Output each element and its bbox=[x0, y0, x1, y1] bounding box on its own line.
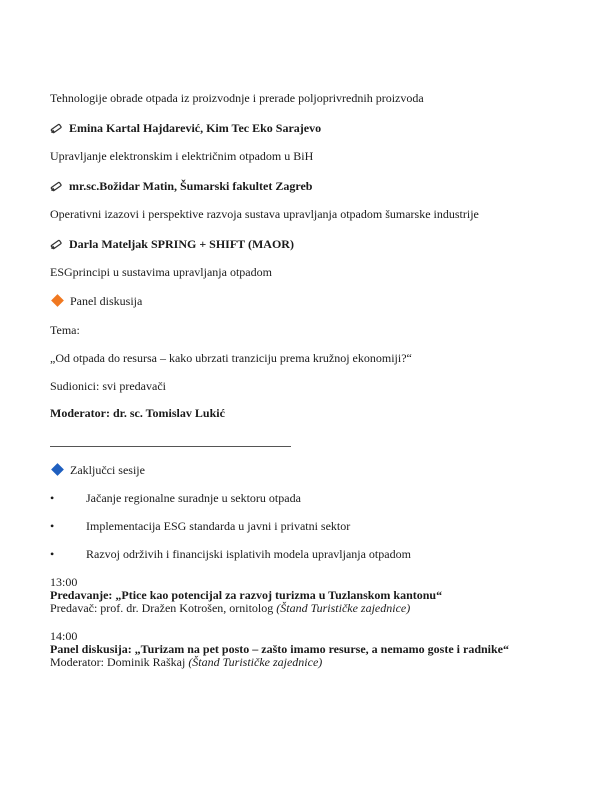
talk-title-3: Operativni izazovi i perspektive razvoja sustava upravljanja otpadom šumarske industrije bbox=[50, 207, 479, 221]
bullet-dot: • bbox=[50, 519, 55, 533]
panel-moderator: Moderator: dr. sc. Tomislav Lukić bbox=[50, 406, 225, 420]
schedule-time: 14:00 bbox=[50, 629, 78, 643]
panel-participants: Sudionici: svi predavači bbox=[50, 379, 166, 393]
speaker-name: Darla Mateljak SPRING + SHIFT (MAOR) bbox=[69, 237, 294, 251]
panel-heading bbox=[50, 294, 142, 308]
pen-icon bbox=[50, 122, 64, 134]
conclusions-heading-label: Zaključci sesije bbox=[70, 463, 145, 477]
panel-tema-label: Tema: bbox=[50, 323, 80, 337]
orange-diamond-icon bbox=[51, 294, 64, 307]
speaker-name: mr.sc.Božidar Matin, Šumarski fakultet Zagreb bbox=[69, 179, 313, 193]
pen-icon bbox=[50, 238, 64, 250]
schedule-time: 13:00 bbox=[50, 575, 78, 589]
speaker-line-4 bbox=[50, 237, 294, 251]
schedule-person: Moderator: Dominik Raškaj bbox=[50, 655, 186, 669]
schedule-person-line bbox=[50, 655, 322, 669]
talk-title-2: Upravljanje elektronskim i električnim otpadom u BiH bbox=[50, 149, 314, 163]
speaker-line-2 bbox=[50, 121, 321, 135]
speaker-line-3 bbox=[50, 179, 312, 193]
conclusions-heading bbox=[50, 463, 145, 477]
panel-tema: „Od otpada do resursa – kako ubrzati tranziciju prema kružnoj ekonomiji?“ bbox=[50, 351, 412, 365]
schedule-title: Panel diskusija: „Turizam na pet posto – zašto imamo resurse, a nemamo goste i radnike“ bbox=[50, 642, 509, 656]
pen-icon bbox=[50, 180, 64, 192]
blue-diamond-icon bbox=[51, 463, 64, 476]
talk-title-4: ESGprincipi u sustavima upravljanja otpadom bbox=[50, 265, 272, 279]
schedule-person: Predavač: prof. dr. Dražen Kotrošen, ornitolog bbox=[50, 601, 274, 615]
schedule-location: (Štand Turističke zajednice) bbox=[188, 655, 323, 669]
schedule-person-line bbox=[50, 601, 410, 615]
conclusion-item: Jačanje regionalne suradnje u sektoru otpada bbox=[86, 491, 301, 505]
section-divider bbox=[50, 446, 291, 447]
panel-heading-label: Panel diskusija bbox=[70, 294, 143, 308]
conclusion-item: Razvoj održivih i financijski isplativih modela upravljanja otpadom bbox=[86, 547, 411, 561]
schedule-location: (Štand Turističke zajednice) bbox=[276, 601, 411, 615]
schedule-title: Predavanje: „Ptice kao potencijal za razvoj turizma u Tuzlanskom kantonu“ bbox=[50, 588, 443, 602]
bullet-dot: • bbox=[50, 547, 55, 561]
bullet-dot: • bbox=[50, 491, 55, 505]
talk-title-1: Tehnologije obrade otpada iz proizvodnje i prerade poljoprivrednih proizvoda bbox=[50, 91, 424, 105]
conclusion-item: Implementacija ESG standarda u javni i privatni sektor bbox=[86, 519, 351, 533]
speaker-name: Emina Kartal Hajdarević, Kim Tec Eko Sarajevo bbox=[69, 121, 322, 135]
